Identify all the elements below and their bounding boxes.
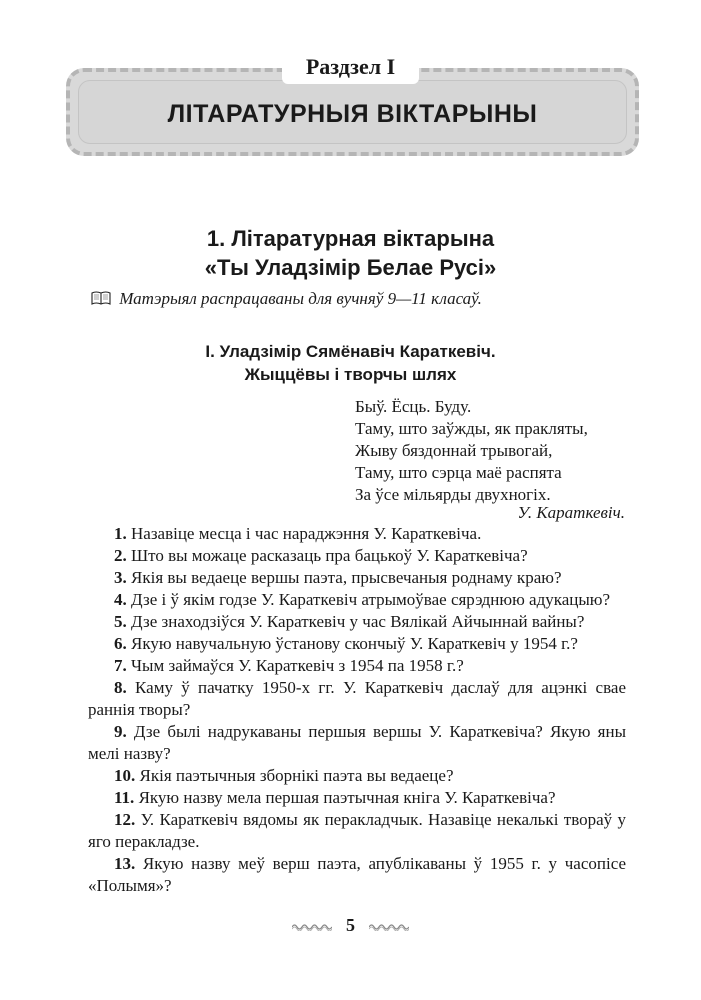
question-text: Каму ў пачатку 1950-х гг. У. Караткевіч даслаў для ацэнкі свае раннія творы? (88, 678, 626, 719)
question-number: 13. (114, 854, 136, 873)
question-item (88, 567, 626, 589)
book-icon (91, 289, 115, 308)
question-item (88, 721, 626, 765)
quiz-title-line2: «Ты Уладзімір Белае Русі» (204, 255, 497, 280)
part-title (0, 340, 701, 386)
question-number: 3. (114, 568, 127, 587)
question-item (88, 765, 626, 787)
question-text: Дзе знаходзіўся У. Караткевіч у час Вялікай Айчыннай вайны? (126, 612, 585, 631)
page-number: 5 (346, 915, 355, 935)
part-title-line1: I. Уладзімір Сямёнавіч Караткевіч. (205, 342, 496, 361)
question-item (88, 853, 626, 897)
section-title: ЛІТАРАТУРНЫЯ ВІКТАРЫНЫ (167, 100, 538, 128)
question-text: Якія паэтычныя зборнікі паэта вы ведаеце? (135, 766, 454, 785)
question-number: 4. (114, 590, 127, 609)
question-number: 8. (114, 678, 127, 697)
question-item (88, 589, 626, 611)
poem-line: Быў. Ёсць. Буду. (355, 397, 472, 416)
question-item (88, 523, 626, 545)
epigraph-poem (355, 396, 588, 506)
poem-line: Таму, што заўжды, як пракляты, (355, 419, 588, 438)
question-item (88, 809, 626, 853)
quiz-title-line1: 1. Літаратурная віктарына (206, 226, 495, 251)
question-text: Дзе былі надрукаваны першыя вершы У. Караткевіча? Якую яны мелі назву? (88, 722, 626, 763)
question-item (88, 787, 626, 809)
question-item (88, 611, 626, 633)
part-title-line2: Жыццёвы і творчы шлях (244, 365, 457, 384)
question-text: Якую навучальную ўстанову скончыў У. Караткевіч у 1954 г.? (126, 634, 578, 653)
section-label-tab (0, 52, 701, 84)
ornament-right-icon (369, 923, 409, 931)
question-number: 11. (114, 788, 135, 807)
question-number: 7. (114, 656, 127, 675)
question-number: 10. (114, 766, 136, 785)
question-number: 2. (114, 546, 127, 565)
note-text: Матэрыял распрацаваны для вучняў 9—11 класаў. (119, 289, 482, 308)
question-item (88, 655, 626, 677)
question-number: 1. (114, 524, 127, 543)
question-text: Якую назву мела першая паэтычная кніга У. Караткевіча? (134, 788, 556, 807)
section-label: Раздзел I (282, 52, 419, 84)
question-number: 9. (114, 722, 127, 741)
ornament-left-icon (292, 923, 332, 931)
question-text: Якую назву меў верш паэта, апублікаваны ў 1955 г. у часопісе «Полымя»? (88, 854, 626, 895)
question-text: Чым займаўся У. Караткевіч з 1954 па 1958 г.? (126, 656, 464, 675)
question-item (88, 545, 626, 567)
question-text: У. Караткевіч вядомы як перакладчык. Назавіце некалькі твораў у яго перакладзе. (88, 810, 626, 851)
question-text: Назавіце месца і час нараджэння У. Караткевіча. (126, 524, 482, 543)
question-number: 5. (114, 612, 127, 631)
question-item (88, 677, 626, 721)
question-number: 6. (114, 634, 127, 653)
note (91, 289, 482, 309)
poem-line: Жыву бяздоннай трывогай, (355, 441, 553, 460)
question-list (88, 523, 626, 897)
question-number: 12. (114, 810, 136, 829)
poem-line: За ўсе мільярды двухногіх. (355, 485, 551, 504)
poem-author: У. Караткевіч. (517, 503, 625, 522)
question-text: Якія вы ведаеце вершы паэта, прысвечаныя роднаму краю? (126, 568, 562, 587)
poem-line: Таму, што сэрца маё распята (355, 463, 562, 482)
question-text: Дзе і ў якім годзе У. Караткевіч атрымоўвае сярэднюю адукацыю? (126, 590, 611, 609)
page-footer (0, 915, 701, 936)
question-item (88, 633, 626, 655)
quiz-title (0, 224, 701, 282)
question-text: Што вы можаце расказаць пра бацькоў У. Караткевіча? (126, 546, 528, 565)
